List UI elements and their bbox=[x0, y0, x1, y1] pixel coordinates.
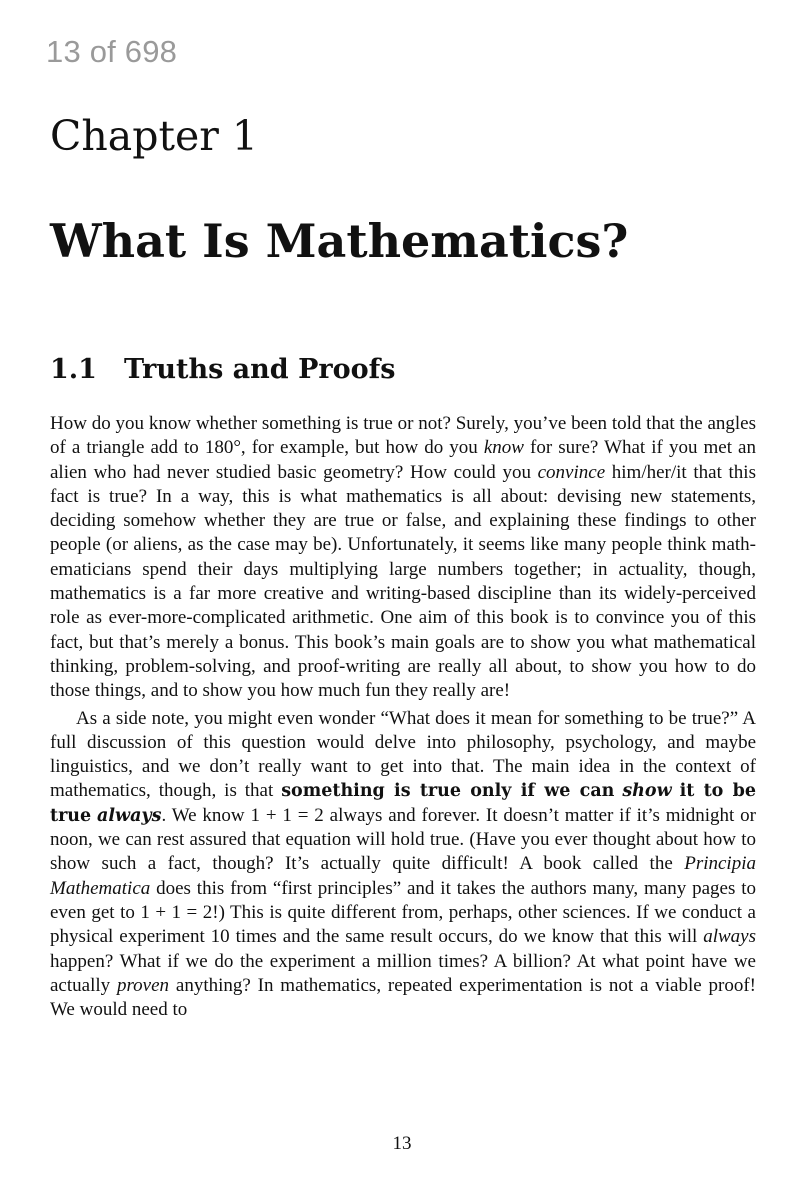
bold-italic-text: show bbox=[622, 781, 672, 802]
section-heading bbox=[50, 354, 395, 386]
chapter-label: Chapter 1 bbox=[50, 112, 258, 160]
section-number: 1.1 bbox=[50, 354, 97, 385]
text-run: happen? What if we do the experiment a million times? A billion? At what point have we actually bbox=[50, 950, 756, 996]
text-run: How do you know whether something is true or not? Surely, you’ve been told that the angles of a triangle add to 180°, for example, but how do you bbox=[50, 413, 756, 459]
text-run: does this from “first principles” and it takes the authors many, many pages to even get to 1 + 1 = 2!) This is quite different from, perhaps, other sciences. If we conduct a physical experiment 10 times and the same result occurs, do we know that this will bbox=[50, 877, 756, 948]
text-run: him/her/it that this fact is true? In a way, this is what mathematics is all about: devising new statements, deciding somehow whether they are true or false, and explaining these findings to other people (or aliens, as the case may be). Unfortunately, it seems like many people think mathematicians spend their days multiplying large numbers together; in actuality, though, mathematics is a far more creative and writing-based discipline than its widely-perceived role as ever-more-complicated arithmetic. One aim of this book is to convince you of this fact, but that’s merely a bonus. This book’s main goals are to show you what mathematical thinking, problem-solving, and proof-writing are really all about, to show you how to do those things, and to show you how much fun they really are! bbox=[50, 461, 756, 702]
bold-text: something is true only if we can bbox=[281, 781, 615, 802]
emphasis-text: Principia Mathematica bbox=[50, 853, 756, 899]
chapter-title: What Is Mathematics? bbox=[50, 214, 629, 268]
page-counter: 13 of 698 bbox=[46, 34, 178, 69]
text-run: anything? In mathematics, repeated experimentation is not a viable proof! We would need to bbox=[50, 974, 757, 1021]
bold-italic-text: always bbox=[97, 805, 162, 826]
body-text bbox=[50, 412, 756, 1022]
text-run: for sure? What if you met an alien who had never studied basic geometry? How could you bbox=[50, 437, 756, 483]
emphasis-text: know bbox=[483, 437, 524, 459]
emphasis-text: proven bbox=[116, 974, 170, 996]
section-title: Truths and Proofs bbox=[124, 354, 396, 385]
emphasis-text: convince bbox=[537, 461, 606, 483]
paragraph-2 bbox=[50, 707, 756, 1023]
text-run: As a side note, you might even wonder “What does it mean for something to be true?” A full discussion of this question would delve into philosophy, psychology, and maybe linguistics, and we don’t really want to get into that. The main idea in the context of mathematics, though, is that bbox=[50, 707, 756, 802]
bold-text: it to be true bbox=[50, 781, 756, 826]
emphasis-text: always bbox=[703, 926, 756, 948]
paragraph-1 bbox=[50, 412, 756, 704]
text-run: . We know 1 + 1 = 2 always and forever. It doesn’t matter if it’s midnight or noon, we can rest assured that equation will hold true. (Have you ever thought about how to show such a fact, though? It’s actually quite difficult! A book called the bbox=[50, 804, 757, 875]
page-number: 13 bbox=[392, 1133, 412, 1154]
